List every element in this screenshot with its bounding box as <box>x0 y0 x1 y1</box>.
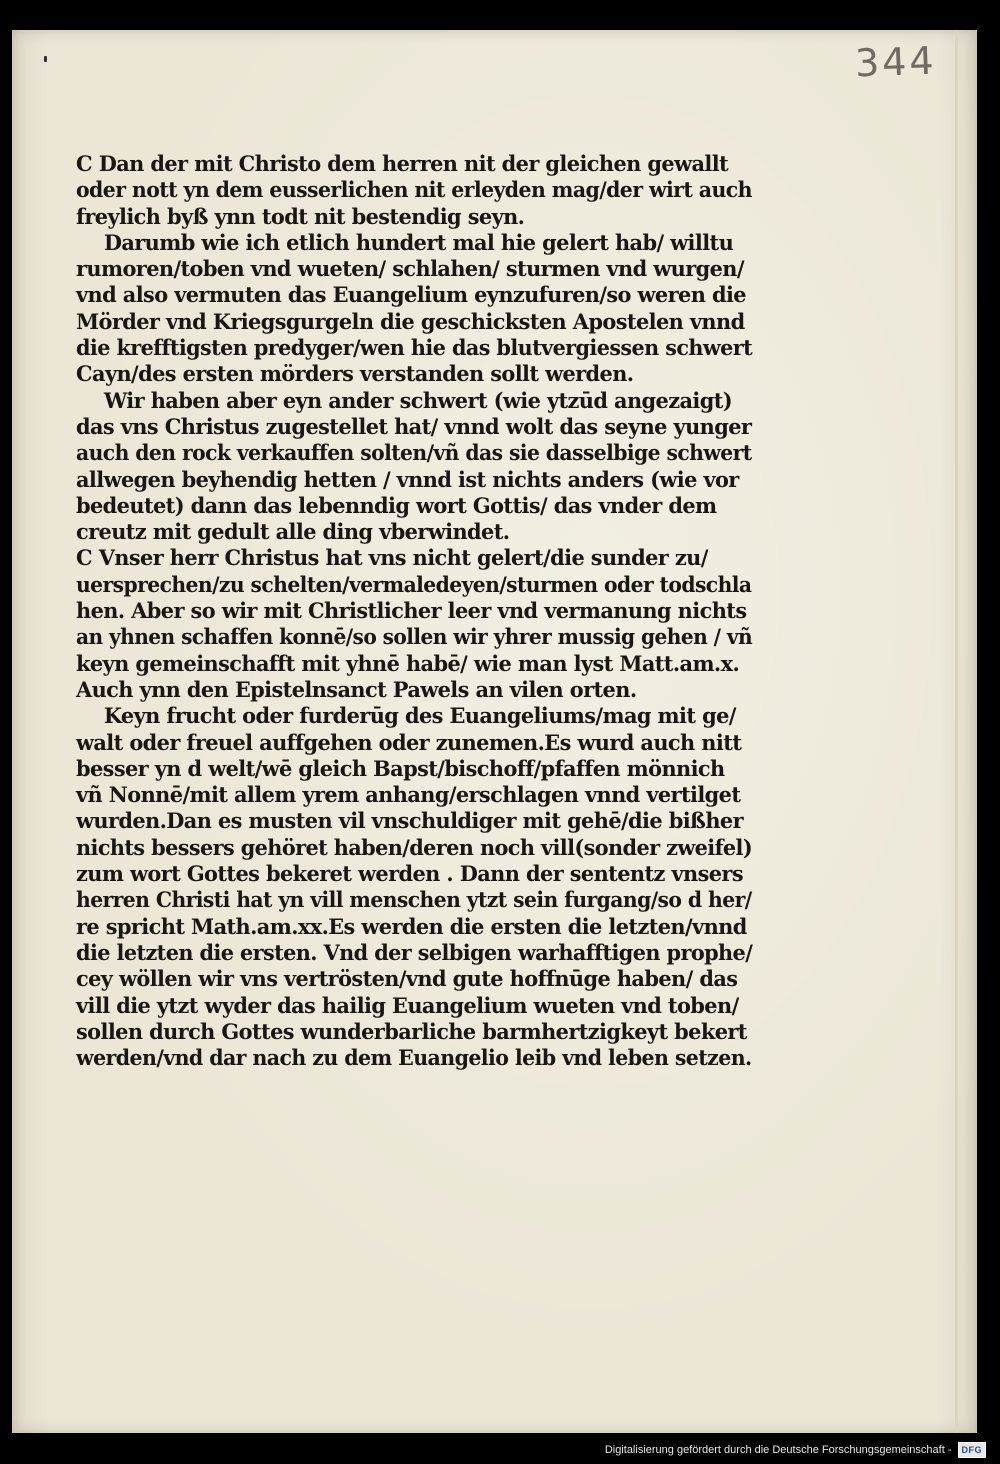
text-block <box>76 151 756 1071</box>
text-line: an yhnen schaffen konnē/so sollen wir yhrer mussig gehen / vñ <box>76 624 753 650</box>
text-line: die krefftigsten predyger/wen hie das blutvergiessen schwert <box>76 335 753 361</box>
text-line: walt oder freuel auffgehen oder zunemen.Es wurd auch nitt <box>76 729 742 755</box>
text-line: herren Christi hat yn vill menschen ytzt sein furgang/so d her/ <box>76 887 752 913</box>
text-line: C Vnser herr Christus hat vns nicht gelert/die sunder zu/ <box>76 545 708 571</box>
text-line: vñ Nonnē/mit allem yrem anhang/erschlagen vnnd vertilget <box>76 782 741 808</box>
text-line: hen. Aber so wir mit Christlicher leer vnd vermanung nichts <box>76 598 747 624</box>
text-line: wurden.Dan es musten vil vnschuldiger mit gehē/die bißher <box>76 808 743 834</box>
text-line: freylich byß ynn todt nit bestendig seyn. <box>76 203 525 229</box>
text-line: C Dan der mit Christo dem herren nit der gleichen gewallt <box>76 151 729 176</box>
page-edge <box>955 30 958 1433</box>
ink-mark <box>44 56 47 62</box>
digitization-footer <box>605 1441 986 1459</box>
text-line: uersprechen/zu schelten/vermaledeyen/sturmen oder todschla <box>76 571 752 597</box>
text-line: oder nott yn dem eusserlichen nit erleyden mag/der wirt auch <box>76 177 752 203</box>
text-line: zum wort Gottes bekeret werden . Dann der sententz vnsers <box>76 861 743 887</box>
text-line: Darumb wie ich etlich hundert mal hie gelert hab/ willtu <box>103 229 734 255</box>
text-line: auch den rock verkauffen solten/vñ das sie dasselbige schwert <box>76 440 752 466</box>
text-line: das vns Christus zugestellet hat/ vnnd wolt das seyne yunger <box>76 413 752 439</box>
dfg-logo-icon[interactable]: DFG <box>958 1442 987 1458</box>
funding-credit: Digitalisierung gefördert durch die Deutsche Forschungsgemeinschaft - <box>604 1444 952 1456</box>
text-line: sollen durch Gottes wunderbarliche barmhertzigkeyt bekert <box>76 1018 747 1044</box>
text-line: Keyn frucht oder furderūg des Euangeliums/mag mit ge/ <box>103 703 736 729</box>
text-line: nichts bessers gehöret haben/deren noch vill(sonder zweifel) <box>76 834 753 860</box>
text-line: rumoren/toben vnd wueten/ schlahen/ sturmen vnd wurgen/ <box>76 256 744 282</box>
folio-number: 344 <box>854 38 938 86</box>
text-line: die letzten die ersten. Vnd der selbigen warhafftigen prophe/ <box>76 939 753 965</box>
text-line: Mörder vnd Kriegsgurgeln die geschicksten Apostelen vnnd <box>76 308 745 334</box>
text-line: allwegen beyhendig hetten / vnnd ist nichts anders (wie vor <box>76 466 739 492</box>
text-line: keyn gemeinschafft mit yhnē habē/ wie man lyst Matt.am.x. <box>76 650 740 676</box>
text-line: bedeutet) dann das lebenndig wort Gottis/ das vnder dem <box>76 492 717 518</box>
text-line: Auch ynn den Epistelnsanct Pawels an vilen orten. <box>76 676 637 702</box>
text-line: cey wöllen wir vns vertrösten/vnd gute hoffnūge haben/ das <box>76 966 738 992</box>
text-line: Cayn/des ersten mörders verstanden sollt werden. <box>76 361 634 387</box>
text-line: Wir haben aber eyn ander schwert (wie ytzūd angezaigt) <box>103 387 733 413</box>
text-line: vill die ytzt wyder das hailig Euangelium wueten vnd toben/ <box>76 992 739 1018</box>
text-line: werden/vnd dar nach zu dem Euangelio leib vnd leben setzen. <box>76 1045 752 1071</box>
text-line: besser yn d welt/wē gleich Bapst/bischoff/pfaffen mönnich <box>76 755 725 781</box>
text-line: vnd also vermuten das Euangelium eynzufuren/so weren die <box>76 282 746 308</box>
text-line: re spricht Math.am.xx.Es werden die ersten die letzten/vnnd <box>76 913 747 939</box>
text-line: creutz mit gedult alle ding vberwindet. <box>76 519 510 545</box>
